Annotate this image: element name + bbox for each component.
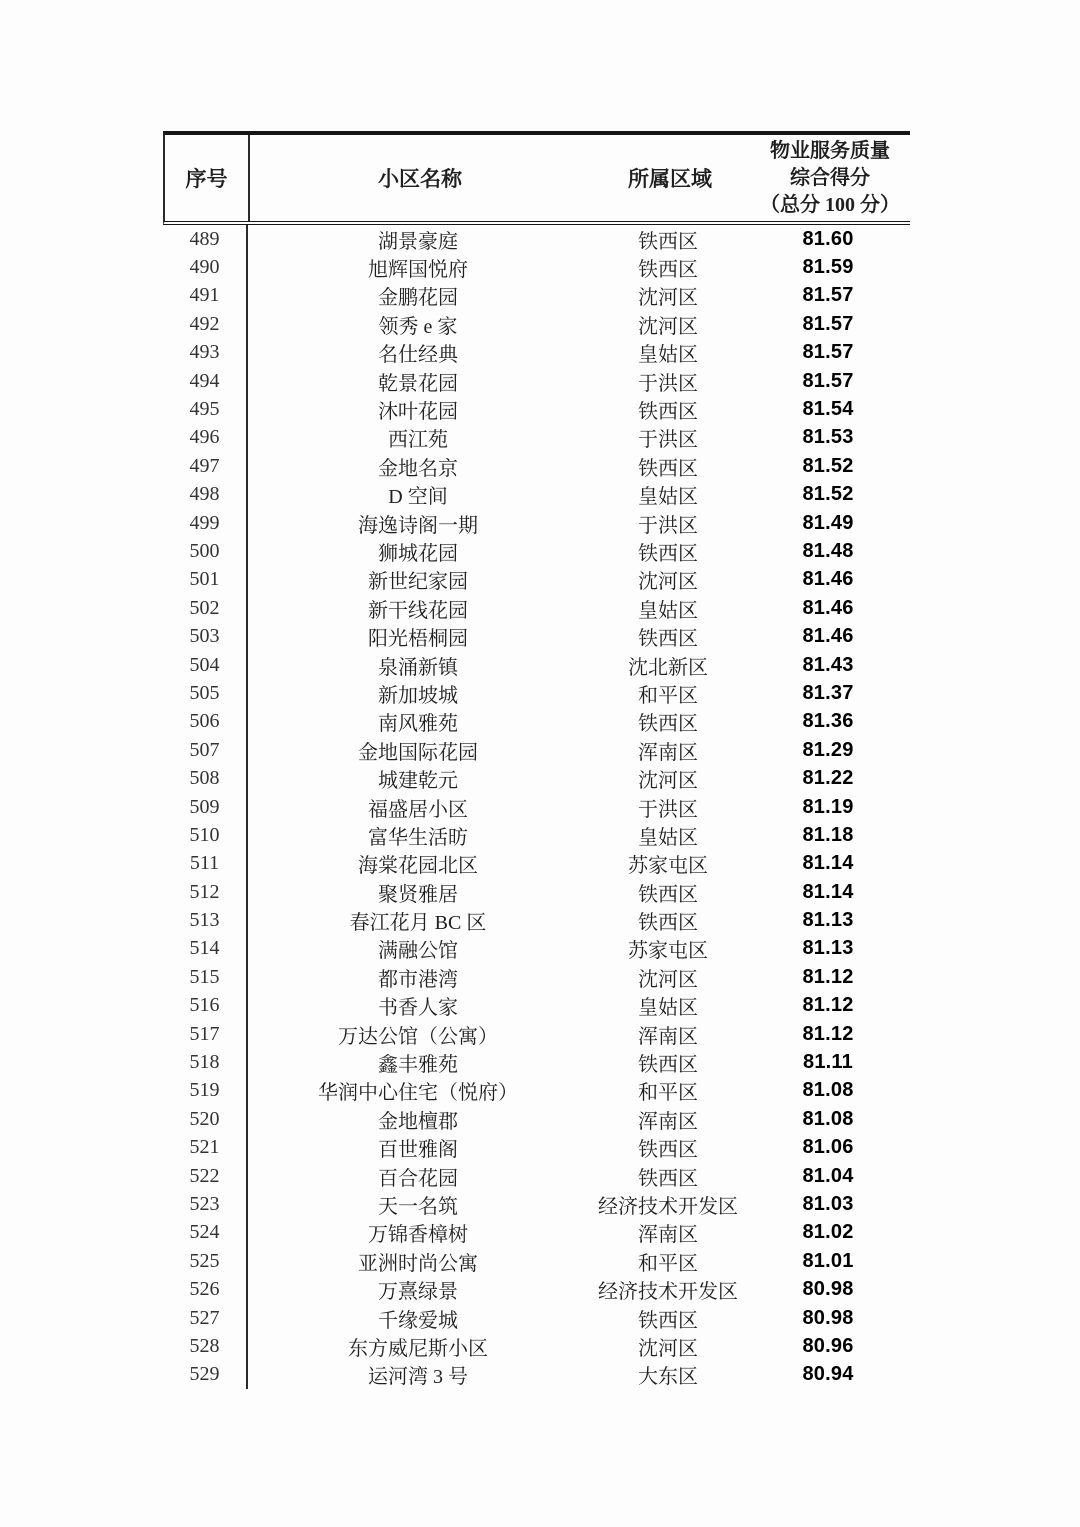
cell-index: 518 xyxy=(163,1048,248,1076)
table-row xyxy=(163,395,910,423)
cell-community-name: 新世纪家园 xyxy=(368,571,468,594)
cell-community-name: 新加坡城 xyxy=(378,684,458,707)
cell-community-name: 城建乾元 xyxy=(378,770,458,793)
cell-community-name: D 空间 xyxy=(388,486,448,509)
cell-community-name: 金地檀郡 xyxy=(378,1110,458,1133)
cell-index: 513 xyxy=(163,906,248,934)
cell-district: 于洪区 xyxy=(638,372,698,395)
cell-score: 81.46 xyxy=(802,568,854,591)
table-row xyxy=(163,1304,910,1332)
cell-score: 81.03 xyxy=(802,1192,854,1215)
cell-index: 505 xyxy=(163,679,248,707)
cell-community-name: 都市港湾 xyxy=(378,968,458,991)
cell-score: 81.06 xyxy=(802,1136,854,1159)
cell-community-name: 福盛居小区 xyxy=(368,798,468,821)
cell-score: 81.36 xyxy=(802,710,854,733)
cell-district: 铁西区 xyxy=(638,628,698,651)
cell-community-name: 狮城花园 xyxy=(378,543,458,565)
table-row xyxy=(163,622,910,650)
cell-community-name: 天一名筑 xyxy=(378,1195,458,1218)
cell-district: 沈河区 xyxy=(638,968,698,991)
cell-index: 512 xyxy=(163,878,248,906)
table-row xyxy=(163,594,910,622)
cell-index: 501 xyxy=(163,566,248,594)
cell-district: 皇姑区 xyxy=(638,486,698,509)
cell-district: 沈河区 xyxy=(638,571,698,594)
cell-score: 81.57 xyxy=(802,284,854,307)
cell-score: 81.08 xyxy=(802,1079,854,1102)
cell-index: 525 xyxy=(163,1247,248,1275)
cell-district: 经济技术开发区 xyxy=(598,1281,738,1304)
cell-score: 81.12 xyxy=(802,965,854,988)
table-row xyxy=(163,1020,910,1048)
cell-score: 81.52 xyxy=(802,483,854,506)
cell-district: 沈河区 xyxy=(638,315,698,338)
table-row xyxy=(163,310,910,338)
cell-index: 502 xyxy=(163,594,248,622)
cell-community-name: 万熹绿景 xyxy=(378,1281,458,1304)
cell-score: 81.14 xyxy=(802,880,854,903)
cell-score: 81.53 xyxy=(802,426,854,449)
cell-score: 81.18 xyxy=(802,823,854,846)
cell-index: 506 xyxy=(163,708,248,736)
cell-index: 509 xyxy=(163,793,248,821)
cell-index: 527 xyxy=(163,1304,248,1332)
cell-district: 经济技术开发区 xyxy=(598,1195,738,1218)
cell-community-name: 西江苑 xyxy=(388,429,448,452)
column-header-index: 序号 xyxy=(165,135,250,221)
cell-district: 铁西区 xyxy=(638,457,698,480)
cell-district: 皇姑区 xyxy=(638,997,698,1020)
cell-community-name: 华润中心住宅（悦府） xyxy=(318,1082,518,1105)
table-header-row xyxy=(163,131,910,225)
cell-index: 523 xyxy=(163,1190,248,1218)
cell-index: 517 xyxy=(163,1020,248,1048)
table-row xyxy=(163,992,910,1020)
cell-score: 81.08 xyxy=(802,1107,854,1130)
cell-district: 铁西区 xyxy=(638,259,698,282)
cell-community-name: 东方威尼斯小区 xyxy=(348,1337,488,1360)
cell-district: 铁西区 xyxy=(638,1139,698,1162)
cell-community-name: 金地名京 xyxy=(378,457,458,480)
cell-index: 511 xyxy=(163,850,248,878)
cell-community-name: 泉涌新镇 xyxy=(378,656,458,679)
cell-index: 499 xyxy=(163,509,248,537)
cell-community-name: 金地国际花园 xyxy=(358,741,478,764)
cell-district: 铁西区 xyxy=(638,1309,698,1332)
cell-community-name: 运河湾 3 号 xyxy=(368,1366,468,1389)
cell-index: 507 xyxy=(163,736,248,764)
table-row xyxy=(163,1105,910,1133)
cell-score: 81.14 xyxy=(802,852,854,875)
table-row xyxy=(163,1162,910,1190)
cell-score: 81.59 xyxy=(802,256,854,279)
cell-community-name: 春江花月 BC 区 xyxy=(349,912,487,935)
cell-district: 铁西区 xyxy=(638,543,698,565)
table-row xyxy=(163,481,910,509)
table-row xyxy=(163,1332,910,1360)
table-row xyxy=(163,850,910,878)
table-row xyxy=(163,878,910,906)
cell-score: 81.60 xyxy=(802,227,854,250)
cell-district: 和平区 xyxy=(638,1252,698,1275)
column-header-district: 所属区域 xyxy=(628,167,712,191)
cell-index: 528 xyxy=(163,1332,248,1360)
table-row xyxy=(163,1275,910,1303)
cell-index: 522 xyxy=(163,1162,248,1190)
cell-community-name: 富华生活昉 xyxy=(368,826,468,849)
cell-district: 于洪区 xyxy=(638,798,698,821)
cell-district: 浑南区 xyxy=(638,1025,698,1048)
cell-score: 81.57 xyxy=(802,312,854,335)
table-row xyxy=(163,651,910,679)
cell-score: 81.52 xyxy=(802,454,854,477)
cell-district: 和平区 xyxy=(638,684,698,707)
cell-community-name: 南风雅苑 xyxy=(378,713,458,736)
cell-score: 81.13 xyxy=(802,937,854,960)
cell-index: 497 xyxy=(163,452,248,480)
cell-district: 沈河区 xyxy=(638,1337,698,1360)
cell-district: 铁西区 xyxy=(638,230,698,253)
table-row xyxy=(163,339,910,367)
cell-index: 519 xyxy=(163,1077,248,1105)
table-row xyxy=(163,452,910,480)
cell-district: 沈河区 xyxy=(638,770,698,793)
cell-index: 493 xyxy=(163,339,248,367)
property-service-ranking-table xyxy=(163,131,910,1389)
cell-district: 铁西区 xyxy=(638,912,698,935)
cell-index: 516 xyxy=(163,992,248,1020)
cell-community-name: 百合花园 xyxy=(378,1167,458,1190)
cell-community-name: 万达公馆（公寓） xyxy=(338,1025,498,1048)
cell-district: 浑南区 xyxy=(638,1224,698,1247)
cell-score: 81.29 xyxy=(802,738,854,761)
cell-index: 498 xyxy=(163,481,248,509)
cell-district: 铁西区 xyxy=(638,401,698,424)
cell-district: 苏家屯区 xyxy=(628,855,708,878)
cell-community-name: 满融公馆 xyxy=(378,940,458,963)
cell-district: 皇姑区 xyxy=(638,599,698,622)
cell-score: 81.12 xyxy=(802,1022,854,1045)
cell-score: 81.11 xyxy=(803,1051,853,1074)
cell-community-name: 海逸诗阁一期 xyxy=(358,514,478,537)
cell-score: 81.01 xyxy=(802,1249,854,1272)
table-row xyxy=(163,424,910,452)
cell-score: 81.37 xyxy=(802,681,854,704)
cell-community-name: 湖景豪庭 xyxy=(378,230,458,253)
table-row xyxy=(163,935,910,963)
cell-score: 81.46 xyxy=(802,625,854,648)
table-row xyxy=(163,253,910,281)
cell-score: 81.22 xyxy=(802,767,854,790)
cell-score: 80.96 xyxy=(802,1334,854,1357)
cell-community-name: 领秀 e 家 xyxy=(378,315,458,338)
cell-district: 浑南区 xyxy=(638,1110,698,1133)
table-row xyxy=(163,679,910,707)
cell-community-name: 旭辉国悦府 xyxy=(368,259,468,282)
cell-score: 81.48 xyxy=(802,539,854,562)
cell-index: 490 xyxy=(163,253,248,281)
cell-district: 大东区 xyxy=(638,1366,698,1389)
cell-district: 浑南区 xyxy=(638,741,698,764)
cell-score: 81.02 xyxy=(802,1221,854,1244)
column-header-name: 小区名称 xyxy=(378,167,462,191)
cell-score: 81.46 xyxy=(802,596,854,619)
column-header-score xyxy=(750,135,910,221)
cell-index: 514 xyxy=(163,935,248,963)
cell-index: 500 xyxy=(163,537,248,565)
cell-district: 沈河区 xyxy=(638,287,698,310)
cell-district: 沈北新区 xyxy=(628,656,708,679)
cell-score: 80.98 xyxy=(802,1278,854,1301)
score-header-line-1: 物业服务质量 xyxy=(770,139,890,162)
table-row xyxy=(163,963,910,991)
table-row xyxy=(163,1361,910,1389)
score-header-line-3: （总分 100 分） xyxy=(760,193,900,216)
cell-district: 皇姑区 xyxy=(638,344,698,367)
cell-community-name: 沐叶花园 xyxy=(378,401,458,424)
score-header-line-2: 综合得分 xyxy=(790,166,870,189)
cell-district: 于洪区 xyxy=(638,429,698,452)
table-row xyxy=(163,225,910,253)
cell-score: 81.13 xyxy=(802,909,854,932)
cell-index: 503 xyxy=(163,622,248,650)
table-row xyxy=(163,793,910,821)
table-row xyxy=(163,537,910,565)
cell-index: 504 xyxy=(163,651,248,679)
cell-community-name: 海棠花园北区 xyxy=(358,855,478,878)
cell-index: 491 xyxy=(163,282,248,310)
cell-community-name: 万锦香樟树 xyxy=(368,1224,468,1247)
cell-index: 508 xyxy=(163,764,248,792)
cell-district: 铁西区 xyxy=(638,713,698,736)
table-row xyxy=(163,736,910,764)
cell-district: 铁西区 xyxy=(638,883,698,906)
table-row xyxy=(163,282,910,310)
cell-district: 皇姑区 xyxy=(638,826,698,849)
table-row xyxy=(163,1077,910,1105)
cell-community-name: 百世雅阁 xyxy=(378,1139,458,1162)
cell-community-name: 书香人家 xyxy=(378,997,458,1020)
cell-district: 苏家屯区 xyxy=(628,940,708,963)
cell-score: 81.04 xyxy=(802,1164,854,1187)
cell-community-name: 乾景花园 xyxy=(378,372,458,395)
cell-community-name: 聚贤雅居 xyxy=(378,883,458,906)
table-row xyxy=(163,1247,910,1275)
cell-index: 529 xyxy=(163,1361,248,1389)
cell-score: 81.12 xyxy=(802,994,854,1017)
cell-index: 492 xyxy=(163,310,248,338)
cell-index: 495 xyxy=(163,395,248,423)
cell-district: 和平区 xyxy=(638,1082,698,1105)
cell-index: 524 xyxy=(163,1219,248,1247)
table-row xyxy=(163,566,910,594)
cell-score: 81.57 xyxy=(802,369,854,392)
cell-community-name: 新干线花园 xyxy=(368,599,468,622)
table-row xyxy=(163,906,910,934)
cell-index: 521 xyxy=(163,1134,248,1162)
cell-score: 81.19 xyxy=(802,795,854,818)
cell-index: 496 xyxy=(163,424,248,452)
cell-community-name: 阳光梧桐园 xyxy=(368,628,468,651)
cell-index: 489 xyxy=(163,225,248,253)
cell-district: 铁西区 xyxy=(638,1054,698,1077)
cell-score: 80.98 xyxy=(802,1306,854,1329)
table-body xyxy=(163,225,910,1389)
cell-index: 526 xyxy=(163,1275,248,1303)
cell-community-name: 鑫丰雅苑 xyxy=(378,1054,458,1077)
cell-score: 80.94 xyxy=(802,1363,854,1386)
table-row xyxy=(163,509,910,537)
table-row xyxy=(163,367,910,395)
cell-index: 520 xyxy=(163,1105,248,1133)
table-row xyxy=(163,1134,910,1162)
table-row xyxy=(163,1190,910,1218)
cell-score: 81.49 xyxy=(802,511,854,534)
cell-index: 515 xyxy=(163,963,248,991)
cell-score: 81.57 xyxy=(802,341,854,364)
table-row xyxy=(163,708,910,736)
cell-score: 81.54 xyxy=(802,398,854,421)
cell-district: 铁西区 xyxy=(638,1167,698,1190)
cell-score: 81.43 xyxy=(802,653,854,676)
cell-community-name: 金鹏花园 xyxy=(378,287,458,310)
cell-index: 510 xyxy=(163,821,248,849)
table-row xyxy=(163,1219,910,1247)
cell-community-name: 千缘爱城 xyxy=(378,1309,458,1332)
table-row xyxy=(163,764,910,792)
table-row xyxy=(163,821,910,849)
table-row xyxy=(163,1048,910,1076)
cell-community-name: 亚洲时尚公寓 xyxy=(358,1252,478,1275)
cell-index: 494 xyxy=(163,367,248,395)
cell-community-name: 名仕经典 xyxy=(378,344,458,367)
cell-district: 于洪区 xyxy=(638,514,698,537)
